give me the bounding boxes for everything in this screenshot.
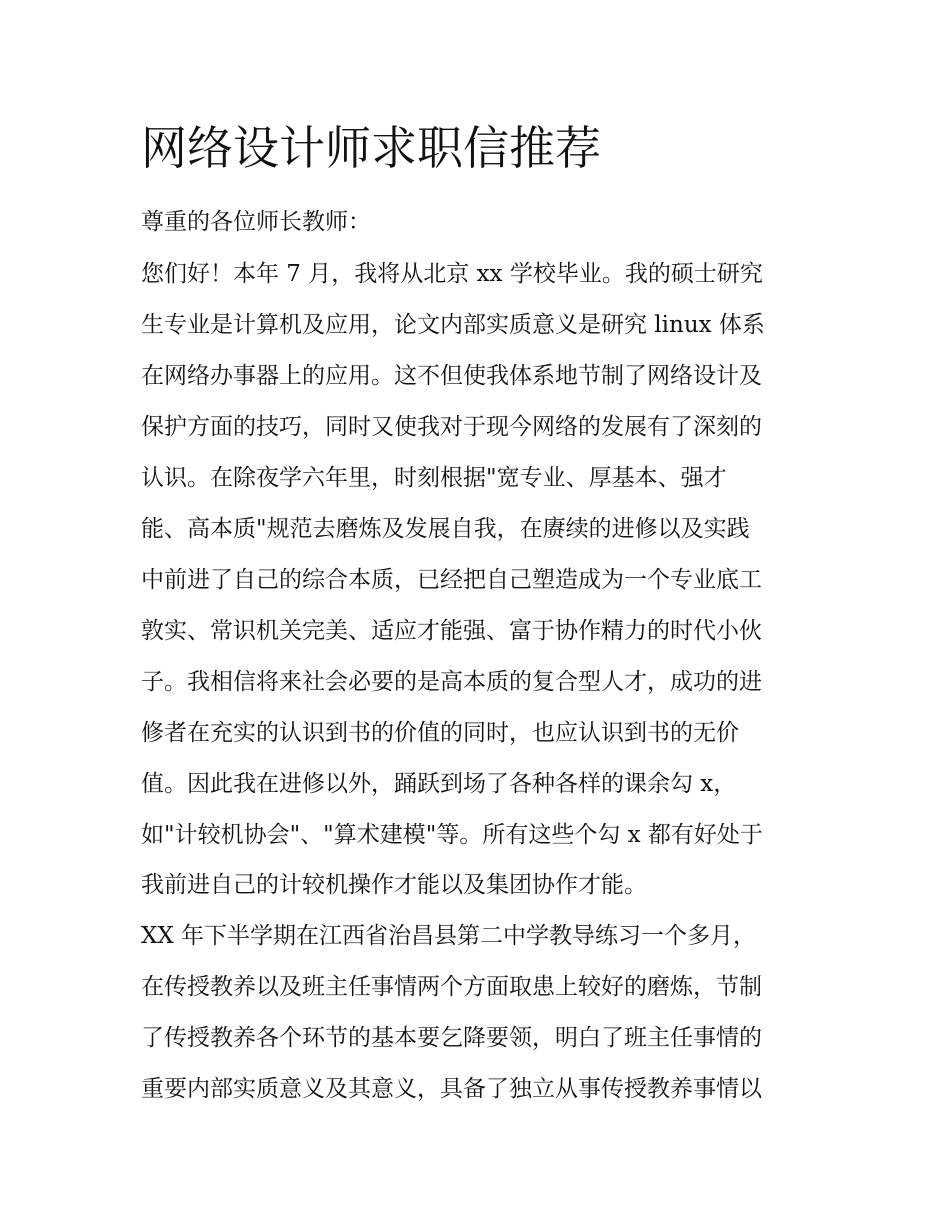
body-line: 在网络办事器上的应用。这不但使我体系地节制了网络设计及: [141, 363, 762, 389]
document-title: 网络设计师求职信推荐: [141, 121, 601, 175]
salutation-line: 尊重的各位师长教师：: [141, 209, 371, 235]
body-line: 修者在充实的认识到书的价值的同时，也应认识到书的无价: [141, 720, 739, 746]
body-line: 您们好！本年 7 月，我将从北京 xx 学校毕业。我的硕士研究: [141, 261, 763, 287]
body-line: 中前进了自己的综合本质，已经把自己塑造成为一个专业底工: [141, 567, 762, 593]
body-line: 我前进自己的计较机操作才能以及集团协作才能。: [141, 872, 647, 898]
body-line: 了传授教养各个环节的基本要乞降要领，明白了班主任事情的: [141, 1025, 762, 1051]
body-line: 重要内部实质意义及其意义，具备了独立从事传授教养事情以: [141, 1076, 762, 1102]
body-line: 认识。在除夜学六年里，时刻根据"宽专业、厚基本、强才: [141, 465, 727, 491]
body-line: 能、高本质"规范去磨炼及发展自我，在赓续的进修以及实践: [141, 516, 750, 542]
body-line: 如"计较机协会"、"算术建模"等。所有这些个勾 x 都有好处于: [141, 822, 763, 848]
body-line: 敦实、常识机关完美、适应才能强、富于协作精力的时代小伙: [141, 618, 762, 644]
body-line: 值。因此我在进修以外，踊跃到场了各种各样的课余勾 x，: [141, 771, 737, 797]
body-line: XX 年下半学期在江西省治昌县第二中学教导练习一个多月，: [141, 923, 757, 949]
body-line: 在传授教养以及班主任事情两个方面取患上较好的磨炼，节制: [141, 974, 762, 1000]
body-line: 子。我相信将来社会必要的是高本质的复合型人才，成功的进: [141, 669, 762, 695]
body-line: 保护方面的技巧，同时又使我对于现今网络的发展有了深刻的: [141, 414, 762, 440]
body-line: 生专业是计算机及应用，论文内部实质意义是研究 linux 体系: [141, 312, 765, 338]
